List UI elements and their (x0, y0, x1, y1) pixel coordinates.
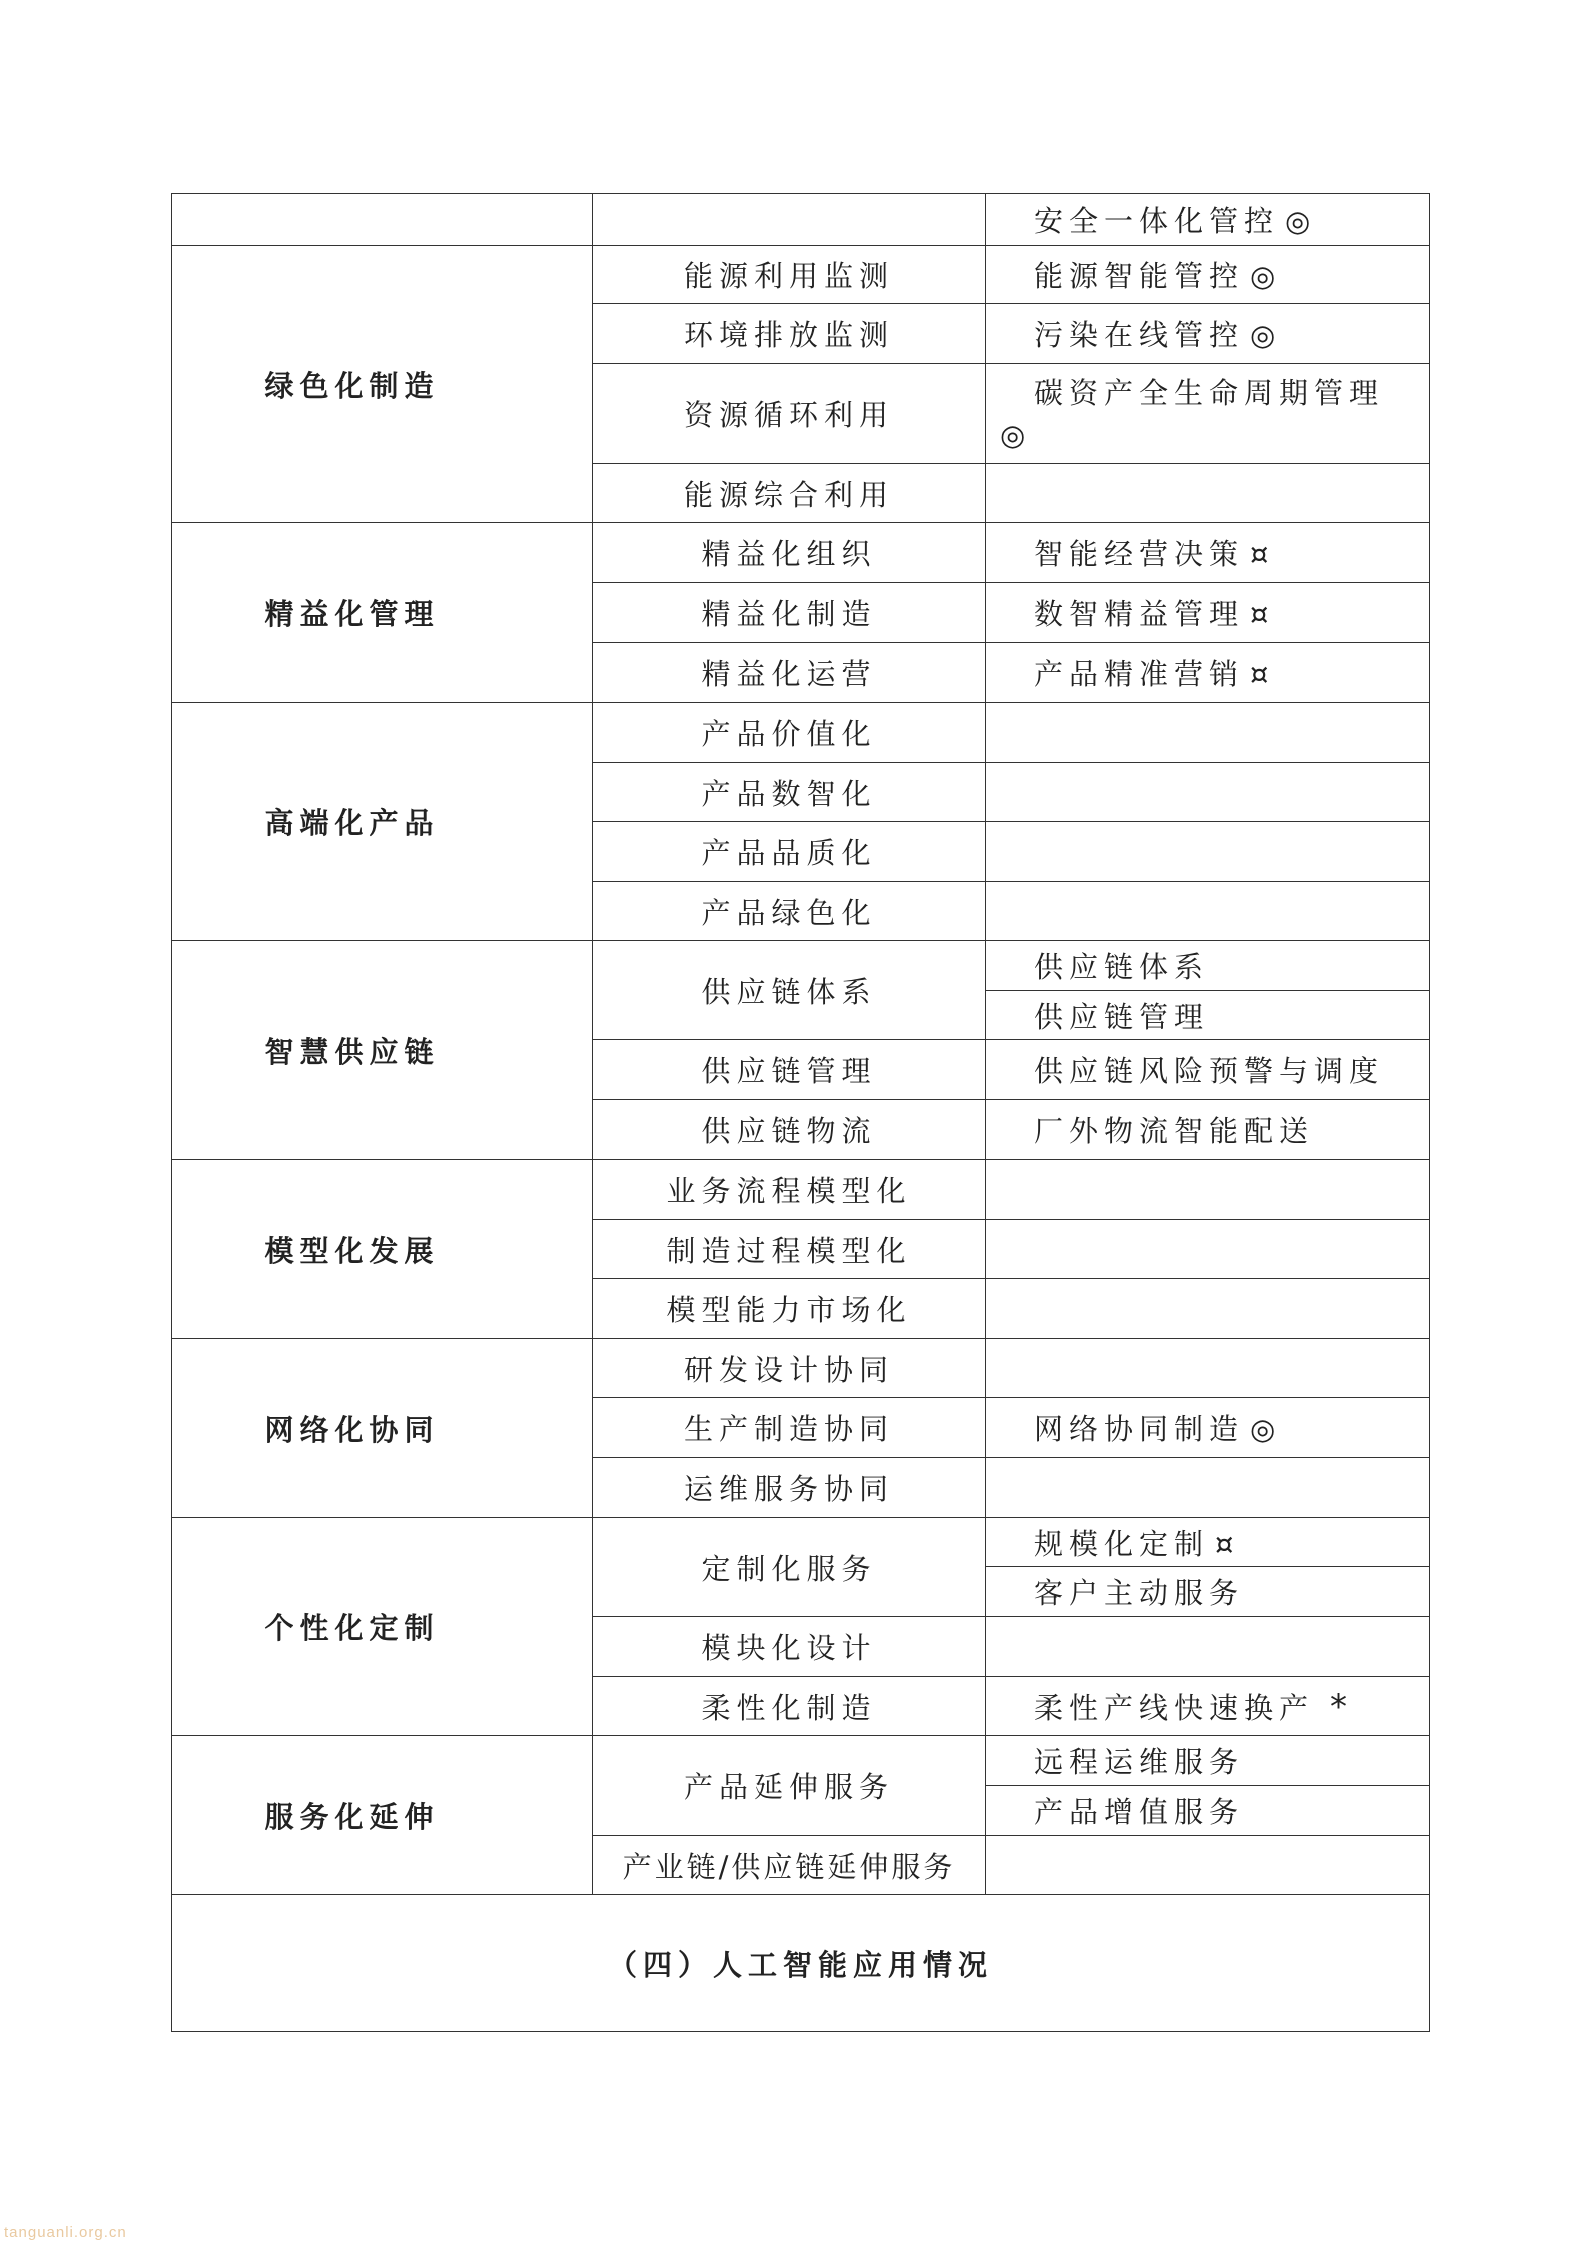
item-cell-empty (986, 763, 1430, 822)
item-cell: 柔性产线快速换产 * (986, 1677, 1430, 1736)
subitem-cell: 业务流程模型化 (593, 1160, 986, 1220)
category-network-collaboration: 网络化协同 (172, 1339, 593, 1518)
item-cell-empty (986, 1279, 1430, 1339)
item-cell: 智能经营决策 ¤ (986, 523, 1430, 583)
category-model-development: 模型化发展 (172, 1160, 593, 1339)
category-smart-supply-chain: 智慧供应链 (172, 941, 593, 1160)
item-cell: 网络协同制造 ◎ (986, 1398, 1430, 1458)
item-cell: 产品增值服务 (986, 1786, 1430, 1836)
table-row (172, 523, 1430, 583)
table-row (172, 1518, 1430, 1567)
table-row (172, 1339, 1430, 1398)
subitem-cell: 能源利用监测 (593, 246, 986, 304)
subitem-cell: 产品延伸服务 (593, 1736, 986, 1836)
table-row (172, 1160, 1430, 1220)
subitem-cell: 精益化运营 (593, 643, 986, 703)
subitem-cell: 精益化制造 (593, 583, 986, 643)
subitem-cell: 产业链/供应链延伸服务 (593, 1836, 986, 1895)
item-cell-empty (986, 1160, 1430, 1220)
subitem-cell: 模块化设计 (593, 1617, 986, 1677)
table-row (172, 703, 1430, 763)
category-personalized-customization: 个性化定制 (172, 1518, 593, 1736)
table-row (172, 1736, 1430, 1786)
subitem-cell-empty (593, 194, 986, 246)
table-row (172, 246, 1430, 304)
item-cell: 产品精准营销 ¤ (986, 643, 1430, 703)
subitem-cell: 制造过程模型化 (593, 1220, 986, 1279)
item-cell: 数智精益管理 ¤ (986, 583, 1430, 643)
subitem-cell: 精益化组织 (593, 523, 986, 583)
item-cell: 能源智能管控 ◎ (986, 246, 1430, 304)
item-cell: 安全一体化管控 ◎ (986, 194, 1430, 246)
item-cell: 客户主动服务 (986, 1567, 1430, 1617)
category-lean-management: 精益化管理 (172, 523, 593, 703)
category-green-manufacturing: 绿色化制造 (172, 246, 593, 523)
subitem-cell: 定制化服务 (593, 1518, 986, 1617)
item-cell-empty (986, 703, 1430, 763)
item-cell-empty (986, 464, 1430, 523)
subitem-cell: 运维服务协同 (593, 1458, 986, 1518)
category-high-end-products: 高端化产品 (172, 703, 593, 941)
subitem-cell: 生产制造协同 (593, 1398, 986, 1458)
item-cell-empty (986, 1836, 1430, 1895)
item-cell-empty (986, 822, 1430, 882)
watermark: tanguanli.org.cn (4, 2224, 127, 2241)
subitem-cell: 供应链体系 (593, 941, 986, 1040)
category-cell-empty (172, 194, 593, 246)
item-cell: 供应链管理 (986, 991, 1430, 1040)
section-title: （四）人工智能应用情况 (172, 1895, 1430, 2032)
subitem-cell: 产品数智化 (593, 763, 986, 822)
subitem-cell: 环境排放监测 (593, 304, 986, 364)
item-cell-empty (986, 1220, 1430, 1279)
subitem-cell: 能源综合利用 (593, 464, 986, 523)
table-row (172, 941, 1430, 991)
subitem-cell: 模型能力市场化 (593, 1279, 986, 1339)
subitem-cell: 供应链物流 (593, 1100, 986, 1160)
subitem-cell: 柔性化制造 (593, 1677, 986, 1736)
subitem-cell: 产品价值化 (593, 703, 986, 763)
item-cell: 规模化定制 ¤ (986, 1518, 1430, 1567)
subitem-cell: 产品绿色化 (593, 882, 986, 941)
table-row (172, 1895, 1430, 2032)
item-cell: 远程运维服务 (986, 1736, 1430, 1786)
subitem-cell: 研发设计协同 (593, 1339, 986, 1398)
item-cell: 供应链体系 (986, 941, 1430, 991)
item-cell: 厂外物流智能配送 (986, 1100, 1430, 1160)
item-cell-empty (986, 1617, 1430, 1677)
table-row (172, 194, 1430, 246)
item-cell-empty (986, 882, 1430, 941)
item-cell-empty (986, 1339, 1430, 1398)
item-cell: 污染在线管控 ◎ (986, 304, 1430, 364)
subitem-cell: 资源循环利用 (593, 364, 986, 464)
assessment-table (171, 193, 1430, 2032)
item-cell: 碳资产全生命周期管理 ◎ (986, 364, 1430, 464)
item-cell: 供应链风险预警与调度 (986, 1040, 1430, 1100)
category-service-extension: 服务化延伸 (172, 1736, 593, 1895)
subitem-cell: 供应链管理 (593, 1040, 986, 1100)
item-cell-empty (986, 1458, 1430, 1518)
subitem-cell: 产品品质化 (593, 822, 986, 882)
